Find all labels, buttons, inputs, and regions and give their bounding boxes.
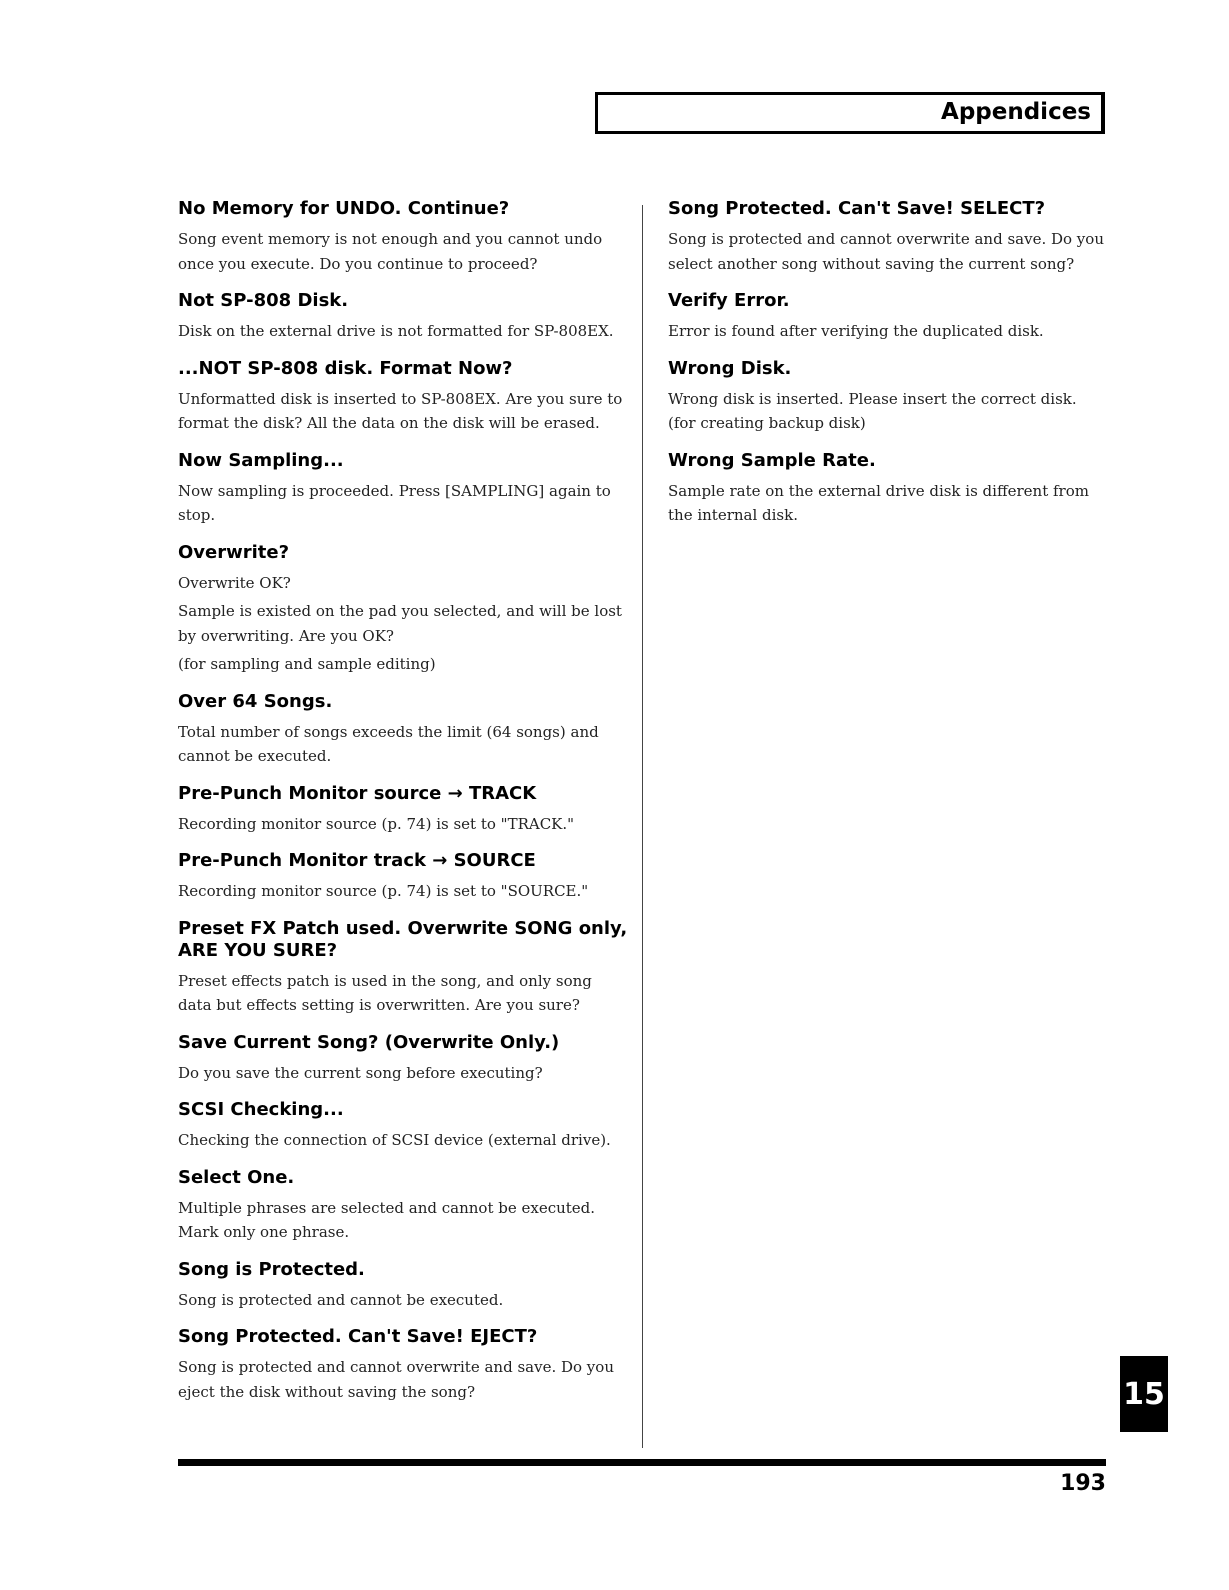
- message-title: Wrong Disk.: [668, 357, 792, 379]
- message-entry: [668, 290, 1108, 344]
- message-entry: [178, 450, 628, 528]
- right-column: [668, 198, 1108, 542]
- section-header-box: [595, 92, 1105, 134]
- message-title: Song Protected. Can't Save! EJECT?: [178, 1326, 538, 1347]
- message-description: Wrong disk is inserted. Please insert the correct disk. (for creating backup disk): [668, 389, 1077, 432]
- message-description: Song is protected and cannot overwrite and save. Do you select another song without saving the current song?: [668, 230, 1104, 273]
- message-description: Multiple phrases are selected and cannot be executed. Mark only one phrase.: [178, 1198, 596, 1241]
- message-description: Error is found after verifying the duplicated disk.: [668, 322, 1044, 340]
- message-description: Unformatted disk is inserted to SP-808EX. Are you sure to format the disk? All the data on the disk will be erased.: [178, 389, 623, 432]
- message-title: SCSI Checking...: [178, 1099, 344, 1120]
- message-title: Preset FX Patch used. Overwrite SONG only, ARE YOU SURE?: [178, 917, 628, 961]
- message-entry: [178, 850, 628, 904]
- message-entry: [668, 358, 1108, 436]
- message-description: Recording monitor source (p. 74) is set to "SOURCE.": [178, 882, 589, 900]
- footer-rule: [178, 1459, 1106, 1466]
- section-title: Appendices: [941, 99, 1091, 125]
- message-entry: [178, 691, 628, 769]
- chapter-number: 15: [1123, 1376, 1165, 1412]
- message-title: Now Sampling...: [178, 449, 344, 471]
- message-description: Song is protected and cannot be executed.: [178, 1290, 504, 1309]
- message-description: Sample rate on the external drive disk is different from the internal disk.: [668, 481, 1089, 524]
- message-title: Save Current Song? (Overwrite Only.): [178, 1031, 560, 1053]
- message-description: Song event memory is not enough and you cannot undo once you execute. Do you continue to proceed?: [178, 230, 603, 273]
- message-description: (for sampling and sample editing): [178, 655, 436, 673]
- message-entry: [178, 1167, 628, 1245]
- message-title: No Memory for UNDO. Continue?: [178, 198, 510, 219]
- message-title: Wrong Sample Rate.: [668, 449, 876, 471]
- message-title: Pre-Punch Monitor track → SOURCE: [178, 850, 536, 871]
- message-title: Over 64 Songs.: [178, 690, 333, 712]
- message-title: Not SP-808 Disk.: [178, 290, 349, 311]
- message-entry: [178, 542, 628, 677]
- message-entry: [178, 1326, 628, 1404]
- message-description: Total number of songs exceeds the limit (64 songs) and cannot be executed.: [178, 722, 599, 765]
- message-description: Disk on the external drive is not formatted for SP-808EX.: [178, 322, 614, 340]
- message-title: Pre-Punch Monitor source → TRACK: [178, 782, 537, 804]
- message-entry: [178, 918, 628, 1018]
- message-title: Verify Error.: [668, 290, 790, 311]
- message-description: Song is protected and cannot overwrite and save. Do you eject the disk without saving the song?: [178, 1358, 614, 1401]
- message-entry: [178, 783, 628, 837]
- message-description: Recording monitor source (p. 74) is set to "TRACK.": [178, 814, 575, 833]
- message-entry: [178, 1259, 628, 1313]
- message-entry: [668, 450, 1108, 528]
- message-entry: [178, 1032, 628, 1086]
- left-column: [178, 198, 628, 1418]
- message-title: Select One.: [178, 1166, 295, 1188]
- page-number: 193: [1060, 1471, 1106, 1496]
- message-description: Checking the connection of SCSI device (external drive).: [178, 1131, 611, 1149]
- message-title: ...NOT SP-808 disk. Format Now?: [178, 357, 513, 379]
- message-title: Song Protected. Can't Save! SELECT?: [668, 198, 1046, 219]
- message-description: Sample is existed on the pad you selected, and will be lost by overwriting. Are you OK?: [178, 602, 622, 645]
- column-divider: [642, 205, 643, 1448]
- message-description: Do you save the current song before executing?: [178, 1063, 543, 1082]
- message-title: Song is Protected.: [178, 1258, 365, 1280]
- message-entry: [178, 1099, 628, 1153]
- message-description: Preset effects patch is used in the song, and only song data but effects setting is overwritten. Are you sure?: [178, 971, 592, 1014]
- message-entry: [668, 198, 1108, 276]
- message-description: Now sampling is proceeded. Press [SAMPLING] again to stop.: [178, 481, 611, 524]
- message-entry: [178, 290, 628, 344]
- message-description: Overwrite OK?: [178, 573, 291, 592]
- chapter-tab: [1120, 1356, 1168, 1432]
- message-entry: [178, 198, 628, 276]
- message-entry: [178, 358, 628, 436]
- message-title: Overwrite?: [178, 541, 290, 563]
